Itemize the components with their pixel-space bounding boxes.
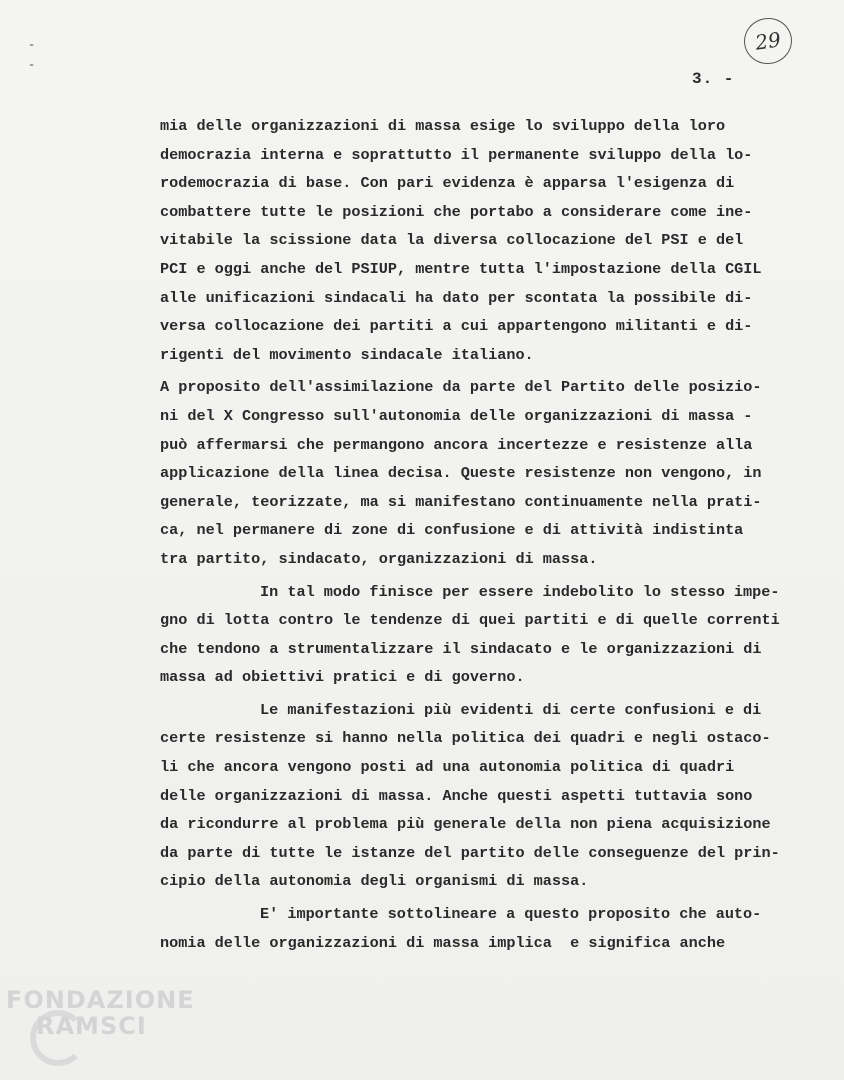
fondazione-gramsci-watermark <box>6 986 195 1040</box>
paragraph-3 <box>160 578 835 692</box>
text-line: rigenti del movimento sindacale italiano. <box>160 345 534 364</box>
watermark-line: RAMSCI <box>36 1012 147 1040</box>
paragraph-5 <box>160 900 835 957</box>
text-line: ni del X Congresso sull'autonomia delle organizzazioni di massa - <box>160 406 753 425</box>
text-line: combattere tutte le posizioni che portabo a considerare come ine- <box>160 202 753 221</box>
text-line: nomia delle organizzazioni di massa implica e significa anche <box>160 933 726 952</box>
text-line: ca, nel permanere di zone di confusione e di attività indistinta <box>160 521 744 540</box>
text-line: alle unificazioni sindacali ha dato per scontata la possibile di- <box>160 288 753 307</box>
text-line: massa ad obiettivi pratici e di governo. <box>160 668 525 687</box>
text-line: A proposito dell'assimilazione da parte del Partito delle posizio- <box>160 378 762 397</box>
typewritten-text <box>160 112 835 957</box>
text-line: certe resistenze si hanno nella politica dei quadri e negli ostaco- <box>160 729 771 748</box>
text-line: versa collocazione dei partiti a cui appartengono militanti e di- <box>160 317 753 336</box>
margin-mark: - <box>28 58 36 72</box>
text-line: delle organizzazioni di massa. Anche questi aspetti tuttavia sono <box>160 786 753 805</box>
page-number: 3. - <box>692 70 735 88</box>
text-line: Le manifestazioni più evidenti di certe confusioni e di <box>260 700 762 719</box>
text-line: da parte di tutte le istanze del partito delle conseguenze del prin- <box>160 843 780 862</box>
text-line: può affermarsi che permangono ancora incertezze e resistenze alla <box>160 435 753 454</box>
watermark-line: FONDAZIONE <box>6 986 195 1014</box>
text-line: da ricondurre al problema più generale della non piena acquisizione <box>160 815 771 834</box>
text-line: applicazione della linea decisa. Queste resistenze non vengono, in <box>160 464 762 483</box>
paragraph-4 <box>160 696 835 896</box>
text-line: rodemocrazia di base. Con pari evidenza è apparsa l'esigenza di <box>160 174 735 193</box>
text-line: tra partito, sindacato, organizzazioni di massa. <box>160 549 598 568</box>
text-line: E' importante sottolineare a questo proposito che auto- <box>260 905 762 924</box>
margin-mark: - <box>28 38 36 52</box>
paragraph-1 <box>160 112 835 369</box>
text-line: In tal modo finisce per essere indebolito lo stesso impe- <box>260 582 780 601</box>
text-line: democrazia interna e soprattutto il permanente sviluppo della lo- <box>160 145 753 164</box>
text-line: cipio della autonomia degli organismi di massa. <box>160 872 589 891</box>
text-line: PCI e oggi anche del PSIUP, mentre tutta l'impostazione della CGIL <box>160 259 762 278</box>
text-line: generale, teorizzate, ma si manifestano continuamente nella prati- <box>160 492 762 511</box>
text-line: mia delle organizzazioni di massa esige lo sviluppo della loro <box>160 117 726 135</box>
text-line: che tendono a strumentalizzare il sindacato e le organizzazioni di <box>160 639 762 658</box>
text-line: vitabile la scissione data la diversa collocazione del PSI e del <box>160 231 744 250</box>
text-line: gno di lotta contro le tendenze di quei partiti e di quelle correnti <box>160 611 780 630</box>
archive-page-stamp: 29 <box>741 15 795 67</box>
paragraph-2 <box>160 373 835 573</box>
text-line: li che ancora vengono posti ad una autonomia politica di quadri <box>160 758 735 777</box>
